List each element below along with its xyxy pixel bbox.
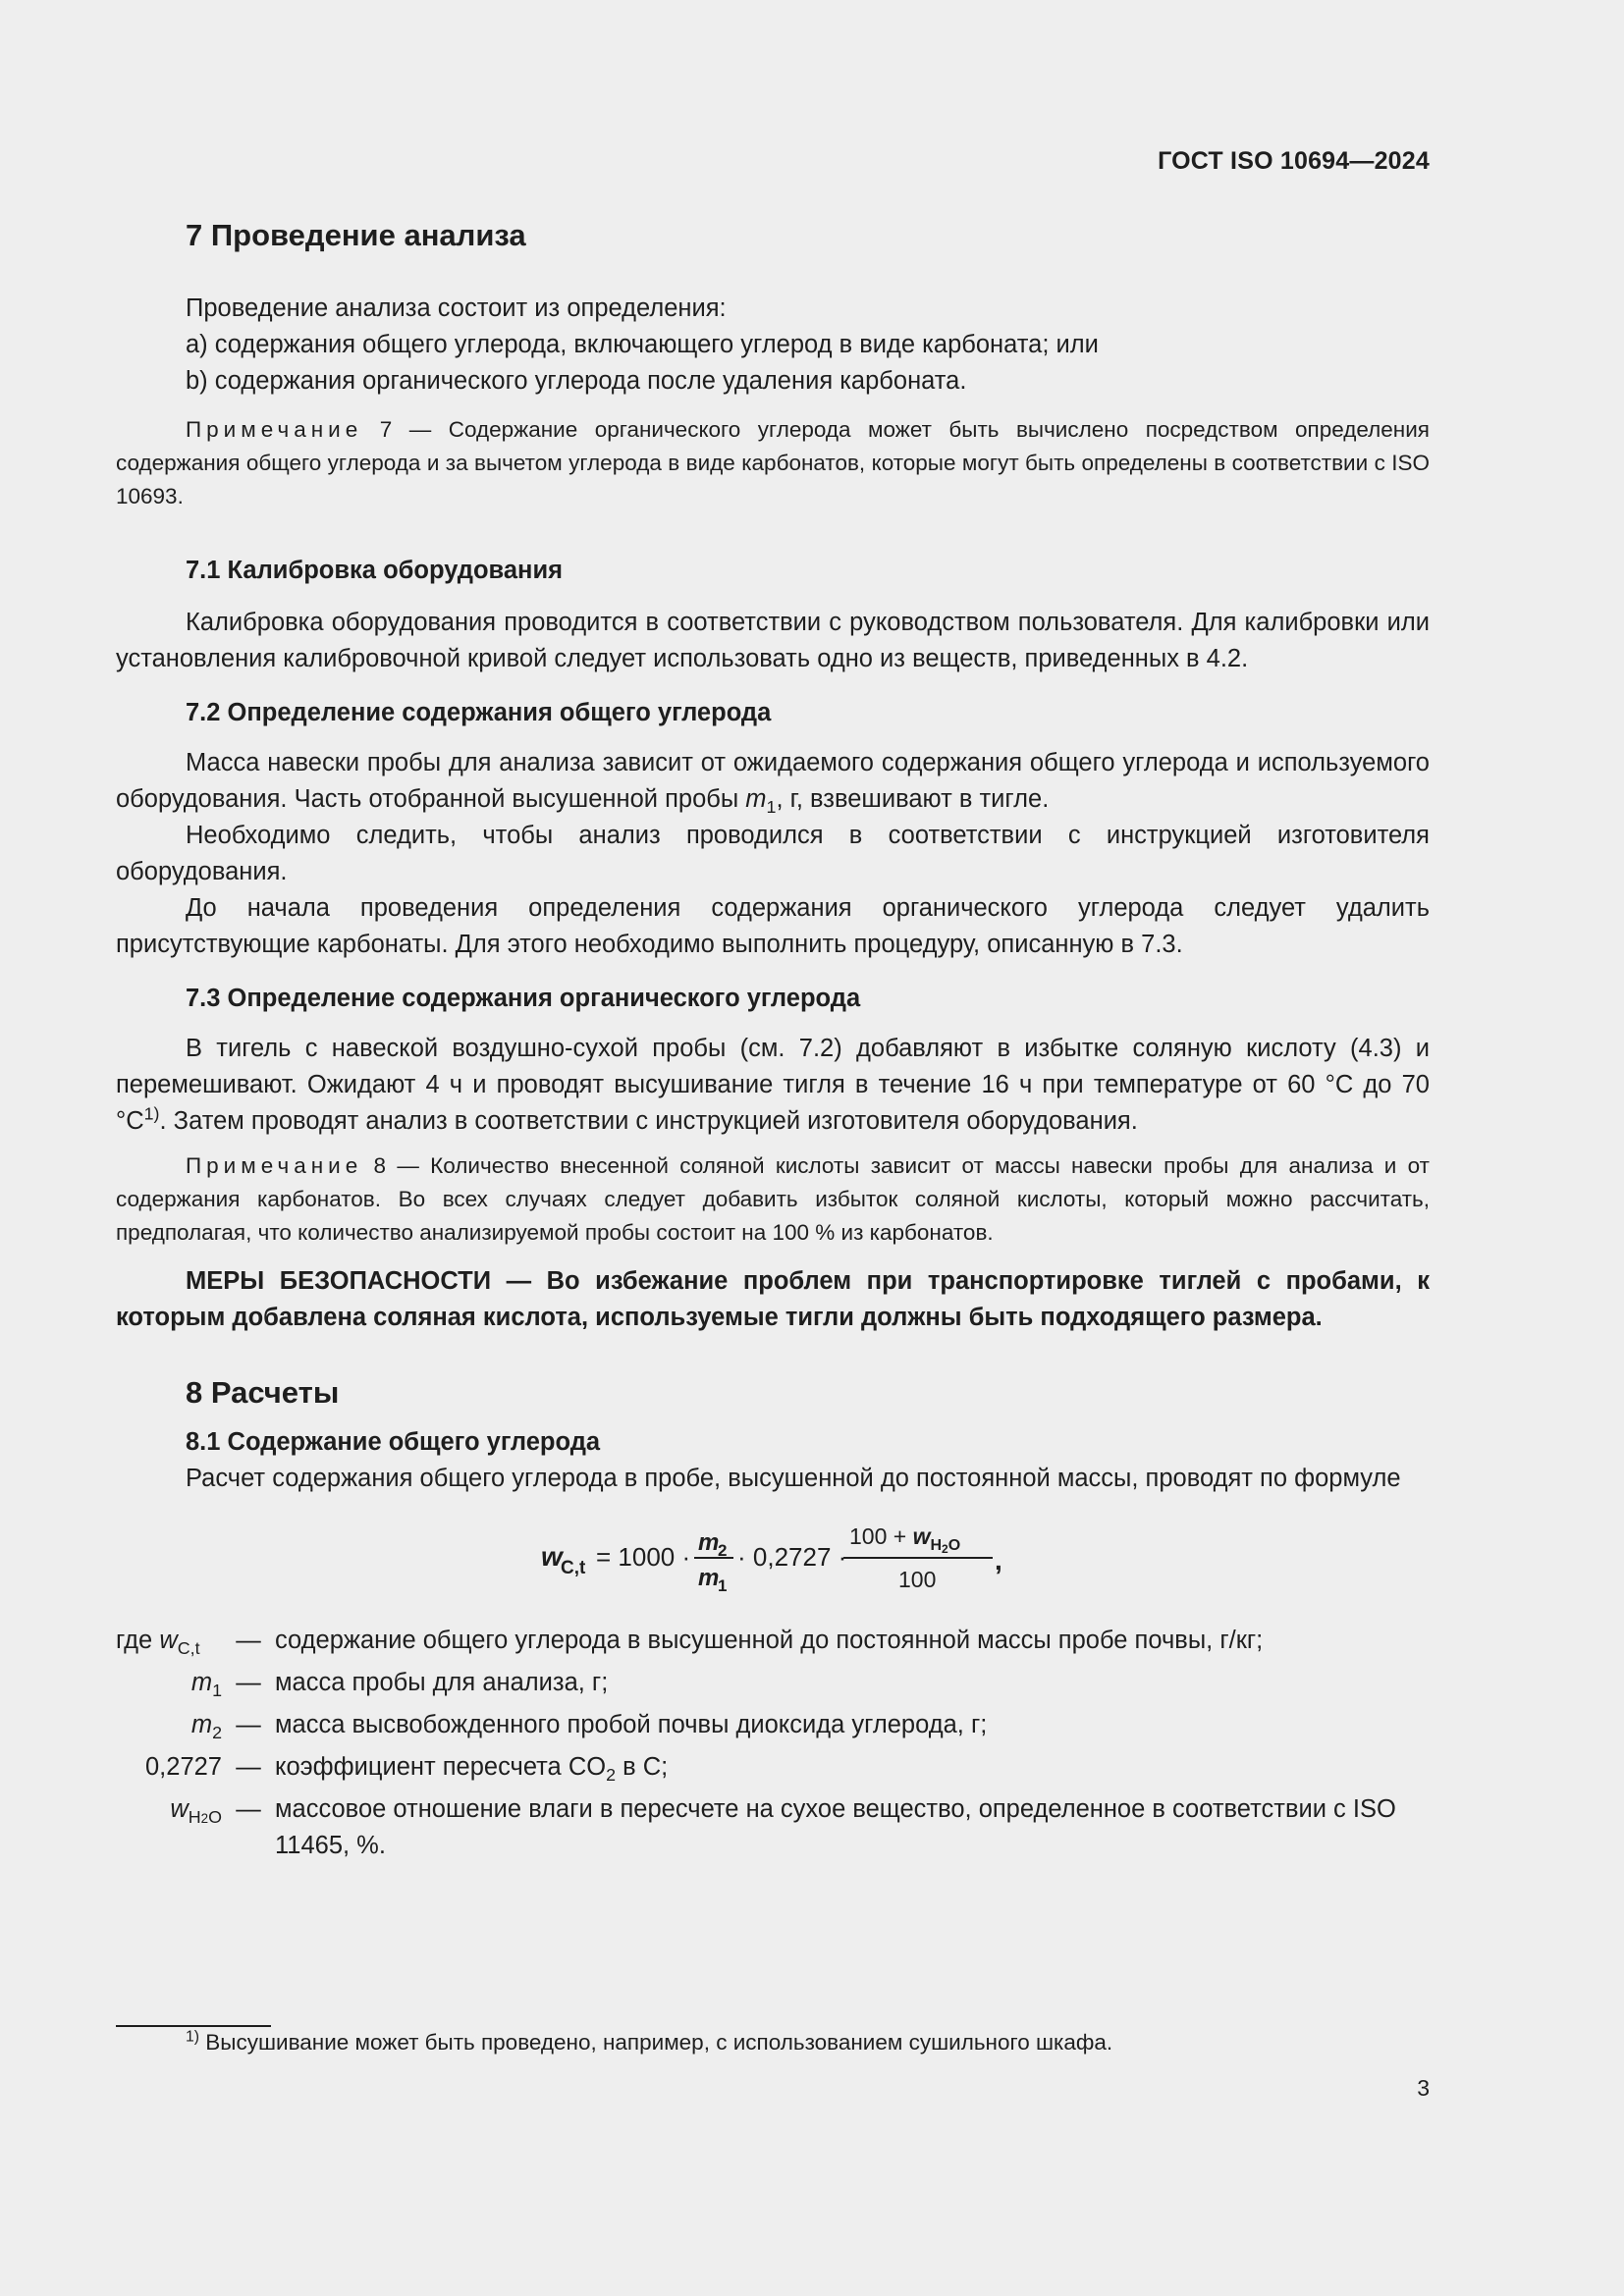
footnote-text: Высушивание может быть проведено, например, с использованием сушильного шкафа. <box>199 2030 1113 2055</box>
footnote-mark: 1) <box>186 2028 200 2046</box>
text-run: В тигель с навеской воздушно-сухой пробы (см. 7.2) добавляют в избытке соляную кислоту (4.3) и перемешивают. Ожидают 4 ч и проводят высушивание тигля в течение 16 ч при температуре от 60 °С до 70 °С <box>116 1035 1430 1135</box>
text-run: , г, взвешивают в тигле. <box>776 785 1050 813</box>
formula-coef: · 0,2727 · <box>737 1542 847 1572</box>
section-7-1-text: Калибровка оборудования проводится в соответствии с руководством пользователя. Для калибровки или установления калибровочной кривой следует использовать одно из веществ, приведенных в 4.2. <box>116 609 1430 672</box>
formula <box>116 1511 1430 1605</box>
legend-symbol: где $w_{C,t}$ <box>116 1627 200 1659</box>
subscript: 1 <box>766 797 777 818</box>
safety-warning: МЕРЫ БЕЗОПАСНОСТИ — Во избежание проблем при транспортировке тиглей с пробами, к которым добавлена соляная кислота, используемые тигли должны быть подходящего размера. <box>116 1267 1430 1331</box>
legend-description: содержание общего углерода в высушенной до постоянной массы пробе почвы, г/кг; <box>275 1627 1264 1654</box>
legend-symbol: $w_{H2O}$ <box>170 1795 222 1828</box>
legend-symbol: $m_1$ <box>190 1669 222 1701</box>
legend-row <box>116 1665 1430 1701</box>
legend-dash: — <box>236 1627 261 1654</box>
legend-dash: — <box>236 1669 261 1696</box>
formula-m1: m <box>698 1565 720 1591</box>
list-item-a: a) содержания общего углерода, включающего углерод в виде карбоната; или <box>186 331 1099 358</box>
formula-w-sub: C,t <box>561 1558 586 1578</box>
formula-den: 100 <box>898 1567 937 1592</box>
formula-m2: m <box>698 1529 720 1556</box>
note-8 <box>116 1149 1430 1250</box>
section-7-2-heading: 7.2 Определение содержания общего углерода <box>186 699 772 726</box>
legend-row <box>116 1791 1430 1864</box>
note-label: Примечание <box>186 417 363 442</box>
formula-w: w <box>541 1541 563 1572</box>
legend-description: массовое отношение влаги в пересчете на сухое вещество, определенное в соответствии с ISO 11465, %. <box>275 1795 1396 1859</box>
page-content <box>116 218 1430 1870</box>
text-run: Масса навески пробы для анализа зависит от ожидаемого содержания общего углерода и используемого оборудования. Часть отобранной высушенной пробы <box>116 749 1430 813</box>
formula-num: $100 + w_H2O$ <box>849 1523 961 1556</box>
document-code: ГОСТ ISO 10694—2024 <box>1158 147 1430 175</box>
formula-m2-sub: 2 <box>718 1541 728 1560</box>
legend-dash: — <box>236 1711 261 1738</box>
formula-eq: = 1000 · <box>596 1542 691 1572</box>
legend-symbol: 0,2727 <box>145 1753 222 1781</box>
section-8-heading: 8 Расчеты <box>186 1375 340 1410</box>
footnote-separator <box>116 2025 271 2027</box>
note-text: 7 — Содержание органического углерода может быть вычислено посредством определения содержания общего углерода и за вычетом углерода в виде карбонатов, которые могут быть определены в соответствии с ISO 10693. <box>116 417 1430 508</box>
note-7 <box>116 413 1430 513</box>
section-7-heading: 7 Проведение анализа <box>186 218 526 252</box>
section-8-1-text: Расчет содержания общего углерода в пробе, высушенной до постоянной массы, проводят по формуле <box>186 1465 1401 1492</box>
text-run: . Затем проводят анализ в соответствии с инструкцией изготовителя оборудования. <box>159 1107 1138 1135</box>
footnote-ref: 1) <box>143 1103 160 1124</box>
section-7-3-heading: 7.3 Определение содержания органического углерода <box>186 985 861 1012</box>
legend-row <box>116 1707 1430 1743</box>
section-7-2-paragraph: Необходимо следить, чтобы анализ проводился в соответствии с инструкцией изготовителя оборудования. <box>116 822 1430 885</box>
legend-row <box>116 1749 1430 1786</box>
legend-dash: — <box>236 1795 261 1823</box>
legend-description: масса пробы для анализа, г; <box>275 1669 609 1696</box>
note-text: 8 — Количество внесенной соляной кислоты зависит от массы навески пробы для анализа и от содержания карбонатов. Во всех случаях следует добавить избыток соляной кислоты, который можно рассчитать, предполагая, что количество анализируемой пробы состоит на 100 % из карбонатов. <box>116 1153 1430 1245</box>
section-7-2-paragraph: До начала проведения определения содержания органического углерода следует удалить присутствующие карбонаты. Для этого необходимо выполнить процедуру, описанную в 7.3. <box>116 894 1430 958</box>
formula-m1-sub: 1 <box>718 1576 728 1595</box>
legend-symbol: $m_2$ <box>190 1711 222 1743</box>
legend-description: коэффициент пересчета $CO_2$ в С; <box>275 1753 669 1786</box>
section-7-intro: Проведение анализа состоит из определения: <box>186 294 727 322</box>
footnote <box>186 2030 1112 2056</box>
list-item-b: b) содержания органического углерода после удаления карбоната. <box>186 367 967 395</box>
legend-row <box>116 1623 1430 1659</box>
formula-legend <box>116 1623 1430 1864</box>
section-7-2-paragraph <box>116 745 1430 818</box>
section-7-1-heading: 7.1 Калибровка оборудования <box>186 557 564 584</box>
section-8-1-heading: 8.1 Содержание общего углерода <box>186 1428 601 1456</box>
formula-svg <box>537 1511 1008 1605</box>
page-number: 3 <box>1417 2075 1430 2101</box>
formula-comma: , <box>995 1545 1002 1575</box>
section-7-3-paragraph <box>116 1031 1430 1140</box>
legend-dash: — <box>236 1753 261 1781</box>
note-label: Примечание <box>186 1153 363 1178</box>
legend-description: масса высвобожденного пробой почвы диоксида углерода, г; <box>275 1711 988 1738</box>
variable-m: m <box>745 785 767 813</box>
